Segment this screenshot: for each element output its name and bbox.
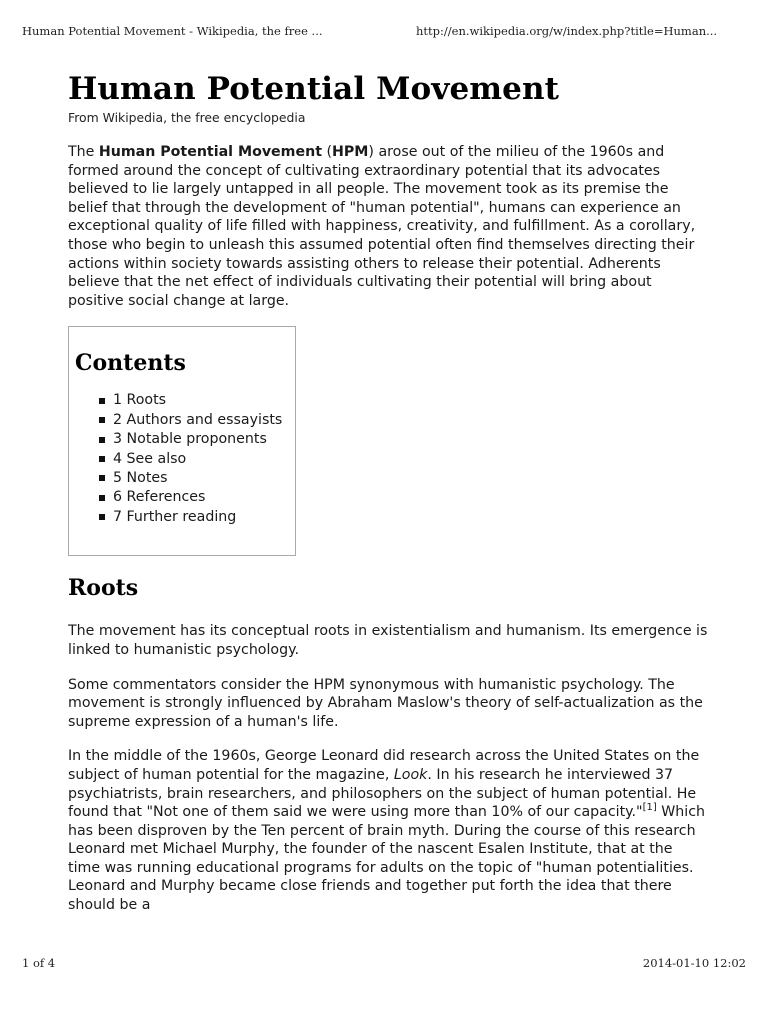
site-tagline: From Wikipedia, the free encyclopedia (68, 110, 306, 125)
toc-title: Contents (75, 350, 186, 377)
bullet-icon (99, 514, 105, 520)
toc-item-further-reading[interactable] (99, 508, 295, 527)
bullet-icon (99, 398, 105, 404)
section-heading-roots: Roots (68, 575, 139, 602)
page-number: 1 of 4 (22, 956, 56, 970)
intro-paragraph (68, 143, 708, 310)
page-title: Human Potential Movement (68, 71, 560, 107)
bullet-icon (99, 495, 105, 501)
print-header (22, 24, 746, 40)
toc-item-roots[interactable] (99, 391, 295, 410)
toc-item-notes[interactable] (99, 469, 295, 488)
bullet-icon (99, 475, 105, 481)
roots-paragraph-3 (68, 747, 708, 914)
bullet-icon (99, 437, 105, 443)
intro-bold-name: Human Potential Movement (98, 144, 322, 160)
print-footer (22, 956, 746, 972)
print-timestamp: 2014-01-10 12:02 (642, 956, 746, 970)
table-of-contents (68, 326, 296, 556)
roots-p3-italic[interactable]: Look (393, 766, 428, 783)
toc-item-see-also[interactable] (99, 450, 295, 469)
intro-text-paren: ( (321, 144, 333, 160)
toc-list (75, 391, 295, 527)
toc-item-authors[interactable] (99, 411, 295, 430)
roots-p3-part3: Which has been disproven by the Ten percent of brain myth. During the course of this research Leonard met Michael Murphy, the founder of the nascent Esalen Institute, that at the time was running educational programs for adults on the topic of "human potentialities. Leonard and Murphy became close friends and together put forth the idea that there should be a (68, 804, 706, 914)
toc-item-label[interactable]: 6 References (113, 489, 206, 506)
article-content (68, 70, 708, 931)
roots-p3-part2: . In his research he interviewed 37 psychiatrists, brain researchers, and philosophers on the subject of human potential. He found that "Not one of them said we were using more than 10% of our capacity." (68, 766, 697, 821)
roots-paragraph-1: The movement has its conceptual roots in existentialism and humanism. Its emergence is linked to humanistic psychology. (68, 623, 708, 658)
toc-item-proponents[interactable] (99, 430, 295, 449)
toc-item-label[interactable]: 7 Further reading (113, 508, 237, 525)
citation-ref[interactable]: [1] (642, 802, 657, 814)
intro-text-rest: ) arose out of the milieu of the 1960s and formed around the concept of cultivating extraordinary potential that its advocates believed to lie largely untapped in all people. The movement took as its premise the belief that through the development of "human potential", humans can experience an exceptional quality of life filled with happiness, creativity, and fulfillment. As a corollary, those who begin to unleash this assumed potential often find themselves directing their actions within society towards assisting others to release their potential. Adherents believe that the net effect of individuals cultivating their potential will bring about positive social change at large. (68, 144, 696, 309)
bullet-icon (99, 456, 105, 462)
intro-text-the: The (68, 144, 99, 160)
toc-item-references[interactable] (99, 488, 295, 507)
toc-item-label[interactable]: 1 Roots (113, 392, 167, 409)
toc-item-label[interactable]: 5 Notes (113, 469, 168, 486)
toc-item-label[interactable]: 2 Authors and essayists (113, 411, 283, 428)
intro-bold-abbr: HPM (332, 144, 369, 160)
toc-item-label[interactable]: 4 See also (113, 450, 187, 467)
toc-item-label[interactable]: 3 Notable proponents (113, 431, 267, 448)
roots-paragraph-2: Some commentators consider the HPM synonymous with humanistic psychology. The movement is strongly influenced by Abraham Maslow's theory of self-actualization as the supreme expression of a human's life. (68, 676, 703, 730)
bullet-icon (99, 417, 105, 423)
print-header-title: Human Potential Movement - Wikipedia, the free ... (22, 24, 323, 38)
roots-p3-part1: In the middle of the 1960s, George Leonard did research across the United States on the subject of human potential for the magazine, (68, 748, 700, 783)
print-header-url[interactable]: http://en.wikipedia.org/w/index.php?title=Human... (416, 24, 718, 38)
